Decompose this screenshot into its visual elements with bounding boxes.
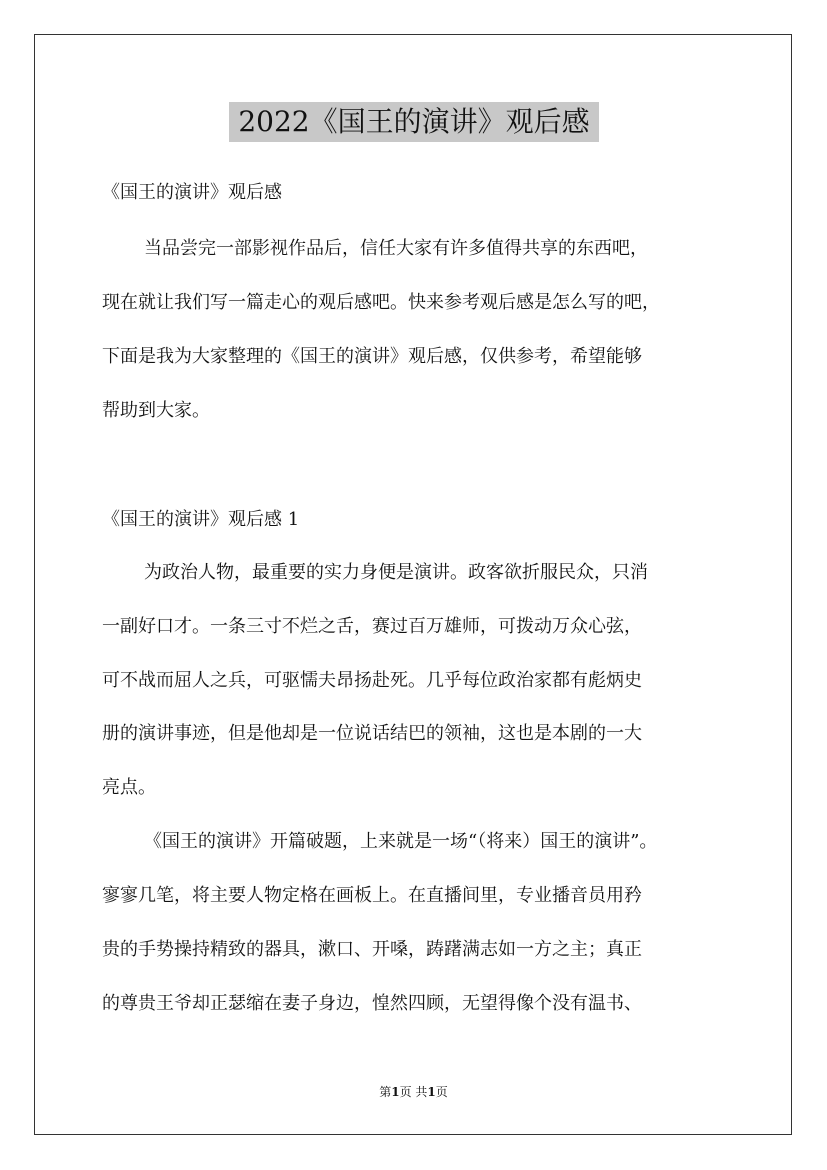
page-number: 1 <box>391 1085 400 1099</box>
footer-suffix: 页 <box>435 1085 448 1099</box>
paragraph-line: 的尊贵王爷却正瑟缩在妻子身边，惶然四顾，无望得像个没有温书、 <box>102 993 642 1014</box>
paragraph-line: 一副好口才。一条三寸不烂之舌，赛过百万雄师，可拨动万众心弦， <box>102 616 642 637</box>
footer-mid: 页 共 <box>399 1085 428 1099</box>
paragraph-line: 当品尝完一部影视作品后，信任大家有许多值得共享的东西吧， <box>144 238 648 259</box>
section-heading: 《国王的演讲》观后感 <box>102 182 282 203</box>
paragraph-line: 现在就让我们写一篇走心的观后感吧。快来参考观后感是怎么写的吧， <box>102 292 660 313</box>
paragraph-line: 帮助到大家。 <box>102 400 210 421</box>
paragraph-line: 寥寥几笔，将主要人物定格在画板上。在直播间里，专业播音员用矜 <box>102 885 642 906</box>
section-heading: 《国王的演讲》观后感 1 <box>102 509 300 530</box>
paragraph-line: 贵的手势操持精致的器具，漱口、开嗓，踌躇满志如一方之主；真正 <box>102 939 642 960</box>
paragraph-line: 为政治人物，最重要的实力身便是演讲。政客欲折服民众，只消 <box>144 562 648 583</box>
paragraph-line: 亮点。 <box>102 777 156 798</box>
paragraph-line: 《国王的演讲》开篇破题，上来就是一场“（将来）国王的演讲”。 <box>144 831 658 852</box>
paragraph-line: 册的演讲事迹，但是他却是一位说话结巴的领袖，这也是本剧的一大 <box>102 723 642 744</box>
page-footer <box>0 1082 827 1102</box>
paragraph-line: 下面是我为大家整理的《国王的演讲》观后感，仅供参考，希望能够 <box>102 346 642 367</box>
footer-prefix: 第 <box>379 1085 392 1099</box>
document-title: 2022《国王的演讲》观后感 <box>229 102 599 142</box>
paragraph-line: 可不战而屈人之兵，可驱懦夫昂扬赴死。几乎每位政治家都有彪炳史 <box>102 670 642 691</box>
page-total: 1 <box>427 1085 436 1099</box>
